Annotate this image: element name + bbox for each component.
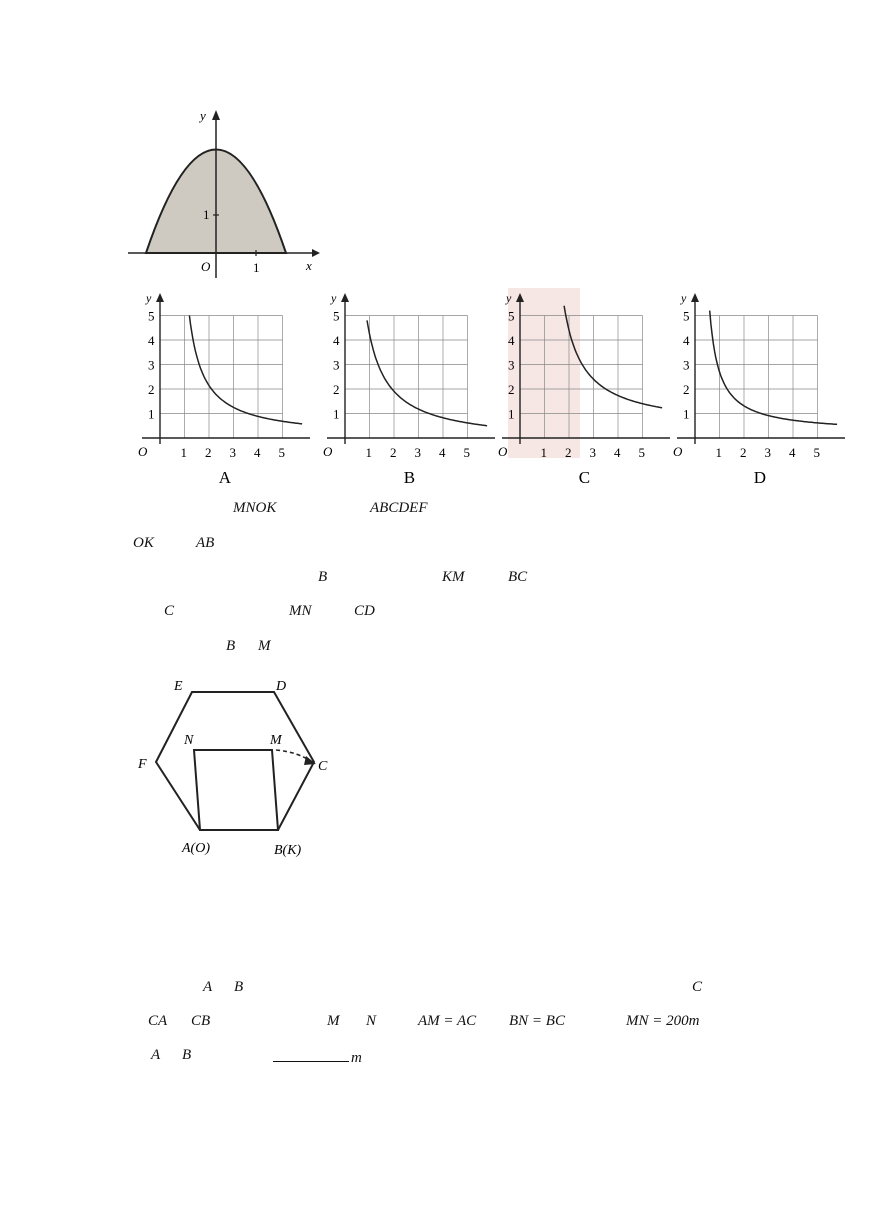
- x-tick-label: 3: [414, 445, 421, 460]
- text-b2: B: [226, 638, 236, 654]
- option-label: B: [403, 468, 416, 487]
- y-axis-arrow: [341, 293, 349, 302]
- x-tick-label: 5: [813, 445, 820, 460]
- x-tick-label: 1: [365, 445, 372, 460]
- y-tick-label: 3: [333, 357, 340, 373]
- y-axis-label: y: [331, 291, 337, 305]
- vertex-n-label: N: [184, 733, 194, 748]
- text-a4: A: [151, 1047, 161, 1063]
- y-tick-label: 5: [148, 308, 155, 324]
- answer-blank[interactable]: [273, 1047, 349, 1062]
- x-tick-label: 3: [229, 445, 236, 460]
- text-c: C: [164, 603, 175, 619]
- graph-option-b: [315, 288, 495, 488]
- y-tick-label: 1: [508, 406, 515, 422]
- graph-option-a: [130, 288, 310, 488]
- y-tick-label: 1: [203, 207, 210, 222]
- y-tick-label: 2: [683, 382, 690, 397]
- text-mn: MN: [289, 603, 312, 619]
- x-tick-label: 3: [764, 445, 771, 460]
- equation-mn-unit: m: [688, 1013, 700, 1029]
- x-tick-label: 4: [439, 445, 446, 460]
- curve: [710, 311, 837, 425]
- x-tick-label: 5: [463, 445, 470, 460]
- x-tick-label: 1: [253, 260, 260, 275]
- vertex-c-label: C: [318, 759, 328, 774]
- y-tick-label: 5: [508, 308, 515, 324]
- text-b4: B: [182, 1047, 192, 1063]
- origin-label: O: [498, 444, 508, 459]
- text-bc: BC: [508, 569, 528, 585]
- y-tick-label: 5: [333, 308, 340, 324]
- text-m3: M: [327, 1013, 340, 1029]
- text-cb: CB: [191, 1013, 211, 1029]
- x-tick-label: 2: [565, 445, 572, 460]
- curve: [189, 316, 302, 424]
- y-axis-label: y: [681, 291, 687, 305]
- vertex-ao-label: A(O): [182, 841, 210, 856]
- text-n3: N: [366, 1013, 377, 1029]
- origin-label: O: [138, 444, 148, 459]
- y-axis-label: y: [506, 291, 512, 305]
- answer-field[interactable]: [273, 1047, 362, 1067]
- text-km: KM: [442, 569, 465, 585]
- y-tick-label: 1: [148, 406, 155, 422]
- x-tick-label: 5: [638, 445, 645, 460]
- origin-label: O: [323, 444, 333, 459]
- curve: [367, 320, 487, 425]
- parabola-figure: [128, 108, 328, 280]
- text-abcdef: ABCDEF: [370, 500, 428, 516]
- y-axis-label: y: [200, 108, 206, 123]
- hexagon: [156, 692, 314, 830]
- y-tick-label: 1: [333, 406, 340, 422]
- text-mnok: MNOK: [233, 500, 277, 516]
- equation-mn: [626, 1013, 699, 1030]
- y-axis-arrow: [156, 293, 164, 302]
- origin-label: O: [673, 444, 683, 459]
- x-tick-label: 4: [254, 445, 261, 460]
- y-tick-label: 4: [683, 333, 690, 348]
- x-tick-label: 4: [789, 445, 796, 460]
- answer-unit: m: [351, 1050, 362, 1066]
- text-b3: B: [234, 979, 244, 995]
- y-axis-arrow: [212, 110, 220, 120]
- text-b: B: [318, 569, 328, 585]
- y-axis-arrow: [691, 293, 699, 302]
- y-tick-label: 3: [683, 357, 690, 373]
- x-tick-label: 2: [740, 445, 747, 460]
- x-axis-label: x: [306, 258, 312, 273]
- option-label: C: [578, 468, 591, 487]
- y-axis-label: y: [146, 291, 152, 305]
- vertex-m-label: M: [270, 733, 282, 748]
- vertex-d-label: D: [276, 679, 287, 694]
- x-tick-label: 2: [390, 445, 397, 460]
- x-axis-arrow: [312, 249, 320, 257]
- y-tick-label: 5: [683, 308, 690, 324]
- equation-mn-lhs: MN = 200: [626, 1013, 689, 1029]
- x-tick-label: 1: [180, 445, 187, 460]
- text-c3: C: [692, 979, 703, 995]
- option-label: D: [753, 468, 767, 487]
- x-tick-label: 5: [278, 445, 285, 460]
- x-tick-label: 1: [715, 445, 722, 460]
- y-tick-label: 4: [148, 333, 155, 348]
- origin-label: O: [201, 259, 211, 274]
- text-ca: CA: [148, 1013, 168, 1029]
- x-tick-label: 3: [589, 445, 596, 460]
- option-label: A: [218, 468, 232, 487]
- y-tick-label: 3: [148, 357, 155, 373]
- vertex-e-label: E: [174, 679, 183, 694]
- vertex-bk-label: B(K): [274, 843, 302, 858]
- equation-am-ac: AM = AC: [418, 1013, 477, 1029]
- equation-bn-bc: BN = BC: [509, 1013, 565, 1029]
- x-tick-label: 4: [614, 445, 621, 460]
- graph-option-d: [665, 288, 845, 488]
- y-tick-label: 2: [148, 382, 155, 397]
- x-tick-label: 2: [205, 445, 212, 460]
- hexagon-figure: [134, 672, 344, 862]
- graph-option-c: [490, 288, 670, 488]
- y-tick-label: 2: [508, 382, 515, 397]
- text-ok: OK: [133, 535, 154, 551]
- text-ab: AB: [196, 535, 215, 551]
- x-tick-label: 1: [540, 445, 547, 460]
- y-tick-label: 1: [683, 406, 690, 422]
- text-a: A: [203, 979, 213, 995]
- text-m: M: [258, 638, 271, 654]
- y-tick-label: 4: [508, 333, 515, 348]
- y-tick-label: 3: [508, 357, 515, 373]
- y-tick-label: 2: [333, 382, 340, 397]
- y-tick-label: 4: [333, 333, 340, 348]
- vertex-f-label: F: [138, 757, 147, 772]
- square: [194, 750, 278, 830]
- text-cd: CD: [354, 603, 375, 619]
